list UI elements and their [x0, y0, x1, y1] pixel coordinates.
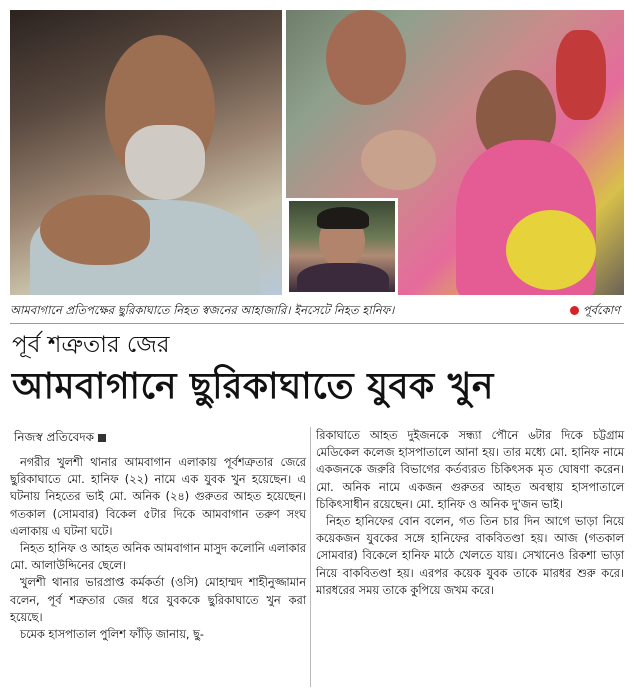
- article-column-left: [10, 454, 306, 643]
- paragraph: চমেক হাসপাতাল পুলিশ ফাঁড়ি জানায়, ছু-: [20, 628, 204, 642]
- photo-grieving-man: [10, 10, 282, 295]
- caption-divider: [10, 323, 624, 324]
- article-column-right: [316, 427, 624, 599]
- headline-title: আমবাগানে ছুরিকাঘাতে যুবক খুন: [12, 366, 494, 407]
- byline: [14, 428, 106, 446]
- photo-caption: [10, 300, 624, 320]
- paragraph: রিকাঘাতে আহত দুইজনকে সন্ধ্যা পৌনে ৬টার দিকে চট্টগ্রাম মেডিকেল কলেজ হাসপাতালে আনা হয়। তার মধ্যে মো. হানিফ নামে একজনকে জরুরি বিভাগের কর্তব্যরত চিকিৎসক মৃত ঘোষণা করেন। মো. অনিক নামে একজন গুরুতর আহত অবস্থায় হাসপাতালে চিকিৎসাধীন রয়েছেন। মো. হানিফ ও অনিক দু'জন ভাই।: [316, 429, 624, 511]
- credit-dot-icon: [570, 306, 579, 315]
- paragraph: খুলশী থানার ভারপ্রাপ্ত কর্মকর্তা (ওসি) মোহাম্মদ শাহীনুজ্জামান বলেন, পূর্ব শত্রুতার জের ধরে যুবককে ছুরিকাঘাতে খুন করা হয়েছে।: [10, 576, 306, 624]
- paragraph: নিহত হানিফ ও আহত অনিক আমবাগান মাসুদ কলোনি এলাকার মো. আলাউদ্দিনের ছেলে।: [10, 542, 306, 573]
- credit-text: পূর্বকোণ: [582, 303, 620, 317]
- byline-square-icon: [98, 434, 106, 442]
- inset-photo-victim: [286, 198, 398, 295]
- byline-text: নিজস্ব প্রতিবেদক: [14, 430, 95, 444]
- paragraph: নগরীর খুলশী থানার আমবাগান এলাকায় পূর্বশত্রুতার জেরে ছুরিকাঘাতে মো. হানিফ (২২) নামে এক যুবক খুন হয়েছেন। এ ঘটনায় নিহতের ভাই মো. অনিক (২৪) গুরুতর আহত হয়েছেন। গতকাল (সোমবার) বিকেল ৫টার দিকে আমবাগান তরুণ সংঘ এলাকায় এ ঘটনা ঘটে।: [10, 456, 306, 538]
- caption-text: আমবাগানে প্রতিপক্ষের ছুরিকাঘাতে নিহত স্বজনের আহাজারি। ইনসেটে নিহত হানিফ।: [10, 303, 395, 317]
- column-divider: [310, 427, 311, 687]
- photo-credit: [570, 300, 620, 320]
- paragraph: নিহত হানিফের বোন বলেন, গত তিন চার দিন আগে ভাড়া নিয়ে কয়েকজন যুবকের সঙ্গে হানিফের বাকবিতণ্ডা হয়। আজ (গতকাল সোমবার) বিকেলে হানিফ মাঠে খেলতে যায়। সেখানেও রিকশা ভাড়া নিয়ে বাকবিতণ্ডা হয়। এরপর কয়েক যুবক তাকে মারধর শুরু করে। মারধরের সময় তাকে কুপিয়ে জখম করে।: [316, 515, 624, 597]
- headline-kicker: পূর্ব শত্রুতার জের: [12, 332, 170, 358]
- photo-collage: [10, 10, 624, 295]
